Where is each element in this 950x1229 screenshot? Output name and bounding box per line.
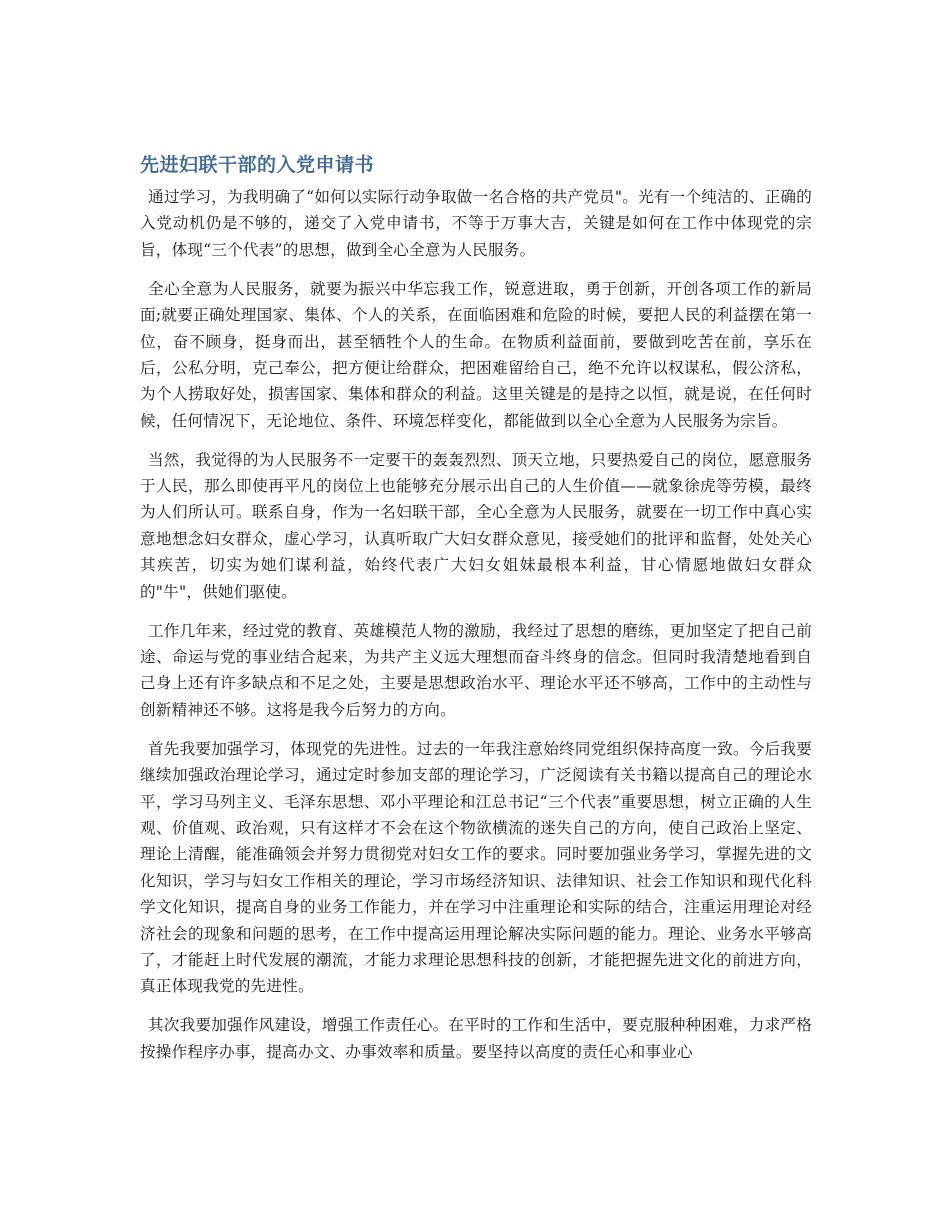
paragraph-5: 首先我要加强学习，体现党的先进性。过去的一年我注意始终同党组织保持高度一致。今后我要继续加强政治理论学习，通过定时参加支部的理论学习，广泛阅读有关书籍以提高自己的理论水平，学习马列主义、毛泽东思想、邓小平理论和江总书记“三个代表”重要思想，树立正确的人生观、价值观、政治观，只有这样才不会在这个物欲横流的迷失自己的方向，使自己政治上坚定、理论上清醒，能准确领会并努力贯彻党对妇女工作的要求。同时要加强业务学习，掌握先进的文化知识，学习与妇女工作相关的理论，学习市场经济知识、法律知识、社会工作知识和现代化科学文化知识，提高自身的业务工作能力，并在学习中注重理论和实际的结合，注重运用理论对经济社会的现象和问题的思考，在工作中提高运用理论解决实际问题的能力。理论、业务水平够高了，才能赶上时代发展的潮流，才能力求理论思想科技的创新，才能把握先进文化的前进方向，真正体现我党的先进性。 xyxy=(140,739,812,996)
paragraph-6: 其次我要加强作风建设，增强工作责任心。在平时的工作和生活中，要克服种种困难，力求严格按操作程序办事，提高办文、办事效率和质量。要坚持以高度的责任心和事业心 xyxy=(140,1016,812,1061)
paragraph-4: 工作几年来，经过党的教育、英雄模范人物的激励，我经过了思想的磨练，更加坚定了把自己前途、命运与党的事业结合起来，为共产主义远大理想而奋斗终身的信念。但同时我清楚地看到自己身上还有许多缺点和不足之处，主要是思想政治水平、理论水平还不够高，工作中的主动性与创新精神还不够。这将是我今后努力的方向。 xyxy=(140,621,812,719)
paragraph-2: 全心全意为人民服务，就要为振兴中华忘我工作，锐意进取，勇于创新，开创各项工作的新局面;就要正确处理国家、集体、个人的关系，在面临困难和危险的时候，要把人民的利益摆在第一位，奋不顾身，挺身而出，甚至牺牲个人的生命。在物质利益面前，要做到吃苦在前，享乐在后，公私分明，克己奉公，把方便让给群众，把困难留给自己，绝不允许以权谋私，假公济私，为个人捞取好处，损害国家、集体和群众的利益。这里关键是的是持之以恒，就是说，在任何时候，任何情况下，无论地位、条件、环境怎样变化，都能做到以全心全意为人民服务为宗旨。 xyxy=(140,279,812,430)
paragraph-3: 当然，我觉得的为人民服务不一定要干的轰轰烈烈、顶天立地，只要热爱自己的岗位，愿意服务于人民，那么即使再平凡的岗位上也能够充分展示出自己的人生价值——就象徐虎等劳模，最终为人们所认可。联系自身，作为一名妇联干部，全心全意为人民服务，就要在一切工作中真心实意地想念妇女群众，虚心学习，认真听取广大妇女群众意见，接受她们的批评和监督，处处关心其疾苦，切实为她们谋利益，始终代表广大妇女姐妹最根本利益，甘心情愿地做妇女群众的"牛"，供她们驱使。 xyxy=(140,450,812,601)
document-title: 先进妇联干部的入党申请书 xyxy=(140,154,375,176)
document-page xyxy=(140,150,812,1078)
paragraph-1: 通过学习，为我明确了“如何以实际行动争取做一名合格的共产党员"。光有一个纯洁的、正确的入党动机仍是不够的，递交了入党申请书，不等于万事大吉，关键是如何在工作中体现党的宗旨，体现“三个代表”的思想，做到全心全意为人民服务。 xyxy=(140,188,812,259)
